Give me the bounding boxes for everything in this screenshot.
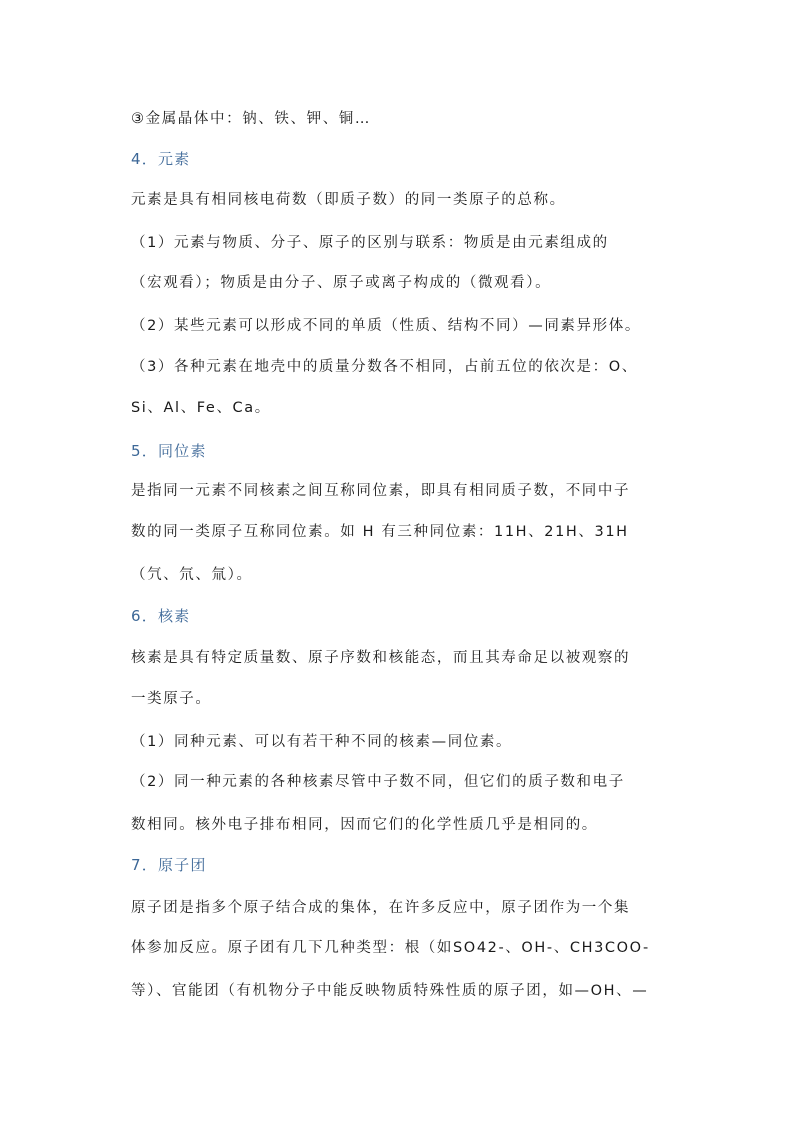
section-heading-atomic-groups: 7．原子团 [131,856,207,874]
paragraph-line: ③金属晶体中：钠、铁、钾、铜… [131,111,371,127]
section-heading-isotopes: 5．同位素 [131,442,207,460]
paragraph-line: （2）某些元素可以形成不同的单质（性质、结构不同）—同素异形体。 [131,318,641,334]
paragraph-line: （1）同种元素、可以有若干种不同的核素—同位素。 [131,734,513,750]
paragraph-line: 数相同。核外电子排布相同，因而它们的化学性质几乎是相同的。 [131,817,598,833]
section-heading-elements: 4．元素 [131,150,191,168]
paragraph-line: 原子团是指多个原子结合成的集体，在许多反应中，原子团作为一个集 [131,900,631,916]
paragraph-line: （3）各种元素在地壳中的质量分数各不相同，占前五位的依次是：O、 [131,359,638,375]
paragraph-line: （氕、氘、氚）。 [131,567,253,583]
paragraph-line: 核素是具有特定质量数、原子序数和核能态，而且其寿命足以被观察的 [131,650,631,666]
paragraph-line: 体参加反应。原子团有几下几种类型：根（如SO42-、OH-、CH3COO- [131,940,650,956]
paragraph-line: 等）、官能团（有机物分子中能反映物质特殊性质的原子团，如—OH、— [131,983,649,999]
paragraph-line: 数的同一类原子互称同位素。如 H 有三种同位素：11H、21H、31H [131,524,629,540]
paragraph-line: 元素是具有相同核电荷数（即质子数）的同一类原子的总称。 [131,192,566,208]
paragraph-line: （宏观看）；物质是由分子、原子或离子构成的（微观看）。 [131,275,552,291]
paragraph-line: 是指同一元素不同核素之间互称同位素，即具有相同质子数，不同中子 [131,483,631,499]
paragraph-line: （1）元素与物质、分子、原子的区别与联系：物质是由元素组成的 [131,235,609,251]
paragraph-line: （2）同一种元素的各种核素尽管中子数不同，但它们的质子数和电子 [131,774,625,790]
paragraph-line: Si、Al、Fe、Ca。 [131,400,271,416]
section-heading-nuclides: 6．核素 [131,607,191,625]
paragraph-line: 一类原子。 [131,691,212,707]
